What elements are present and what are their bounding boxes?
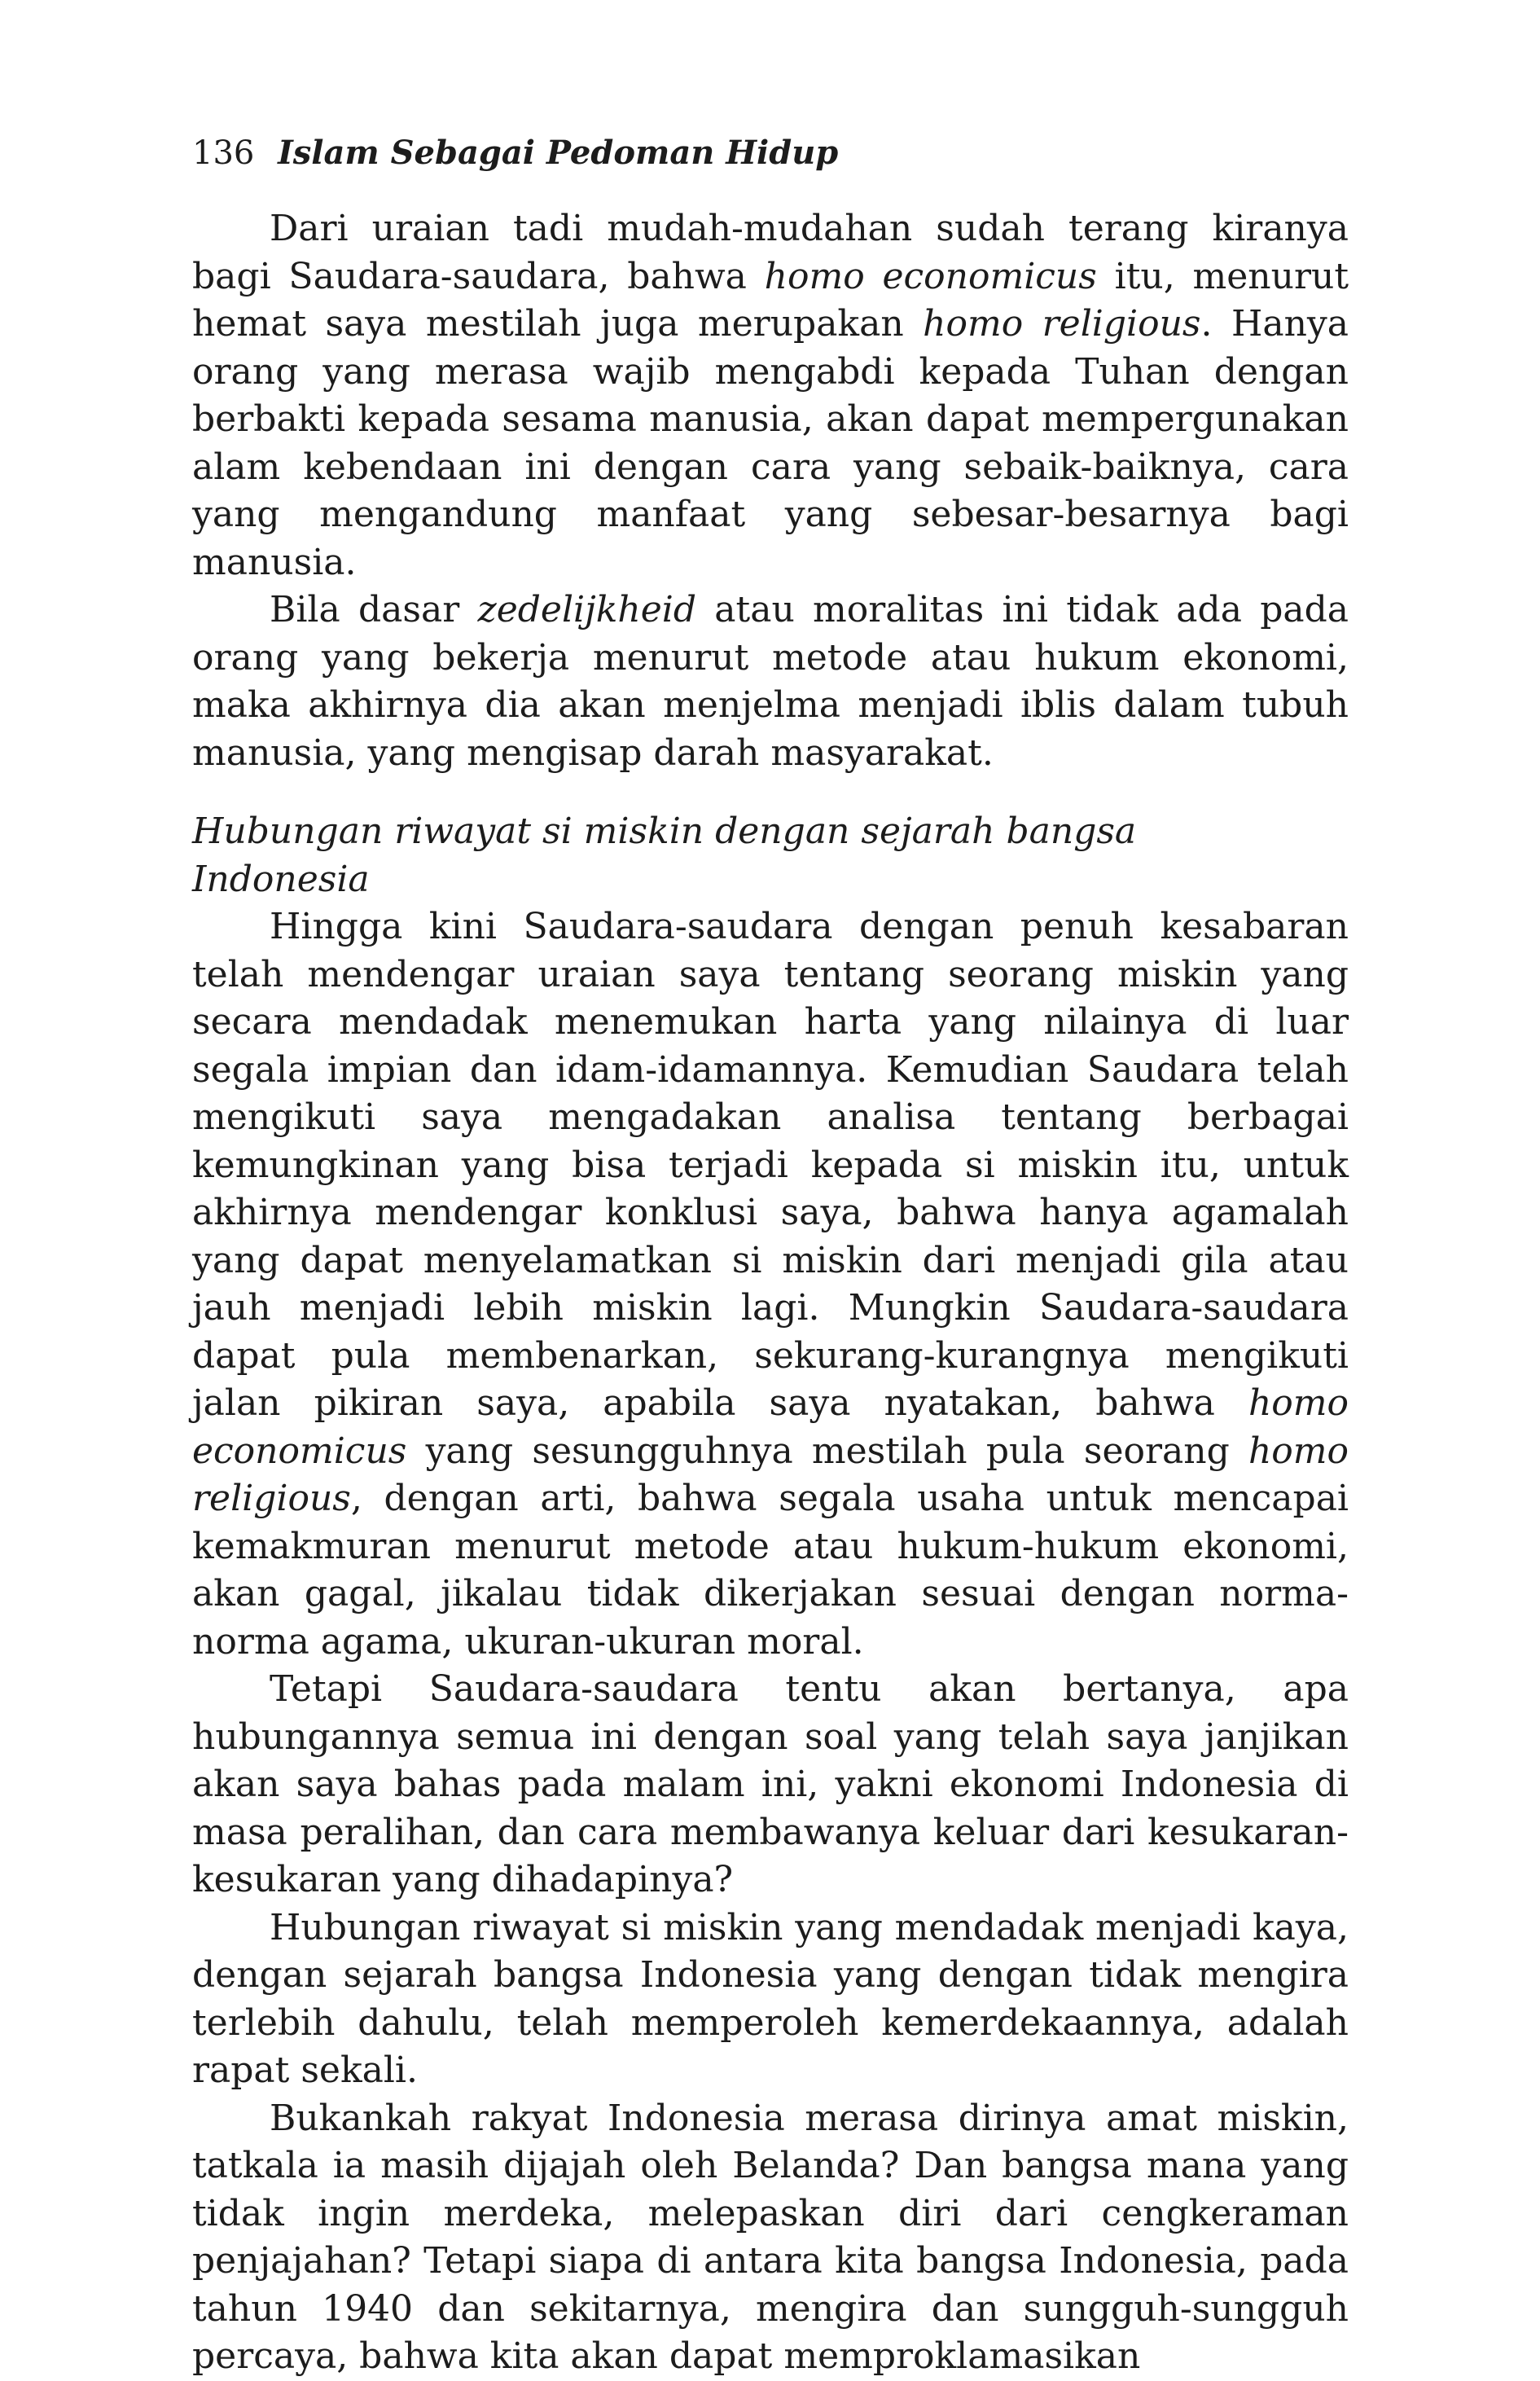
- text-run: Hubungan riwayat si miskin yang mendadak menjadi kaya, dengan sejarah bangsa Indonesia yang dengan tidak mengira terlebih dahulu, telah memperoleh kemerdekaannya, adalah rapat sekali.: [192, 1906, 1349, 2091]
- text-run: atau moralitas ini tidak ada pada orang yang bekerja menurut metode atau hukum ekonomi, maka akhirnya dia akan menjelma menjadi iblis dalam tubuh manusia, yang mengisap darah masyarakat.: [192, 589, 1349, 774]
- text-run: . Hanya orang yang merasa wajib mengabdi kepada Tuhan dengan berbakti kepada sesama manusia, akan dapat mempergunakan alam kebendaan ini dengan cara yang sebaik-baiknya, cara yang mengandung manfaat yang sebesar-besarnya bagi manusia.: [192, 303, 1349, 583]
- italic-term: zedelijkheid: [477, 589, 697, 630]
- italic-term: homo economicus: [764, 255, 1097, 297]
- text-run: yang sesungguhnya mestilah pula seorang: [406, 1430, 1248, 1472]
- italic-term: homo economicus: [192, 1382, 1349, 1472]
- text-run: itu, menurut hemat saya mestilah juga merupakan: [192, 255, 1349, 345]
- paragraph-homo-religious: [192, 205, 1349, 586]
- paragraph-zedelijkheid: [192, 586, 1349, 777]
- section-heading: Hubungan riwayat si miskin dengan sejarah bangsa Indonesia: [192, 811, 1137, 900]
- book-title: Islam Sebagai Pedoman Hidup: [278, 134, 839, 172]
- paragraph-hingga-kini: [192, 903, 1349, 1666]
- italic-term: homo religious: [192, 1430, 1349, 1519]
- text-run: Hingga kini Saudara-saudara dengan penuh kesabaran telah mendengar uraian saya tentang seorang miskin yang secara mendadak menemukan harta yang nilainya di luar segala impian dan idam-idamannya. Kemudian Saudara telah mengikuti saya mengadakan analisa tentang berbagai kemungkinan yang bisa terjadi kepada si miskin itu, untuk akhirnya mendengar konklusi saya, bahwa hanya agamalah yang dapat menyelamatkan si miskin dari menjadi gila atau jauh menjadi lebih miskin lagi. Mungkin Saudara-saudara dapat pula membenarkan, sekurang-kurangnya mengikuti jalan pikiran saya, apabila saya nyatakan, bahwa: [192, 906, 1349, 1424]
- paragraph-hubungan: [192, 1904, 1349, 2095]
- text-run: Bukankah rakyat Indonesia merasa dirinya amat miskin, tatkala ia masih dijajah oleh Belanda? Dan bangsa mana yang tidak ingin merdeka, melepaskan diri dari cengkeraman penjajahan? Tetapi siapa di antara kita bangsa Indonesia, pada tahun 1940 dan sekitarnya, mengira dan sungguh-sungguh percaya, bahwa kita akan dapat memproklamasikan: [192, 2097, 1349, 2377]
- text-run: Bila dasar: [270, 589, 478, 630]
- text-run: , dengan arti, bahwa segala usaha untuk mencapai kemakmuran menurut metode atau hukum-hukum ekonomi, akan gagal, jikalau tidak dikerjakan sesuai dengan norma-norma agama, ukuran-ukuran moral.: [192, 1478, 1349, 1663]
- page-number: 136: [192, 134, 255, 172]
- paragraph-tetapi: [192, 1666, 1349, 1904]
- text-run: Tetapi Saudara-saudara tentu akan bertanya, apa hubungannya semua ini dengan soal yang telah saya janjikan akan saya bahas pada malam ini, yakni ekonomi Indonesia di masa peralihan, dan cara membawanya keluar dari kesukaran-kesukaran yang dihadapinya?: [192, 1668, 1349, 1900]
- italic-term: homo religious: [923, 303, 1201, 345]
- book-page: [192, 130, 1349, 2381]
- paragraph-bukankah: [192, 2095, 1349, 2381]
- text-run: Dari uraian tadi mudah-mudahan sudah terang kiranya bagi Saudara-saudara, bahwa: [192, 208, 1349, 297]
- running-head: [192, 130, 1349, 176]
